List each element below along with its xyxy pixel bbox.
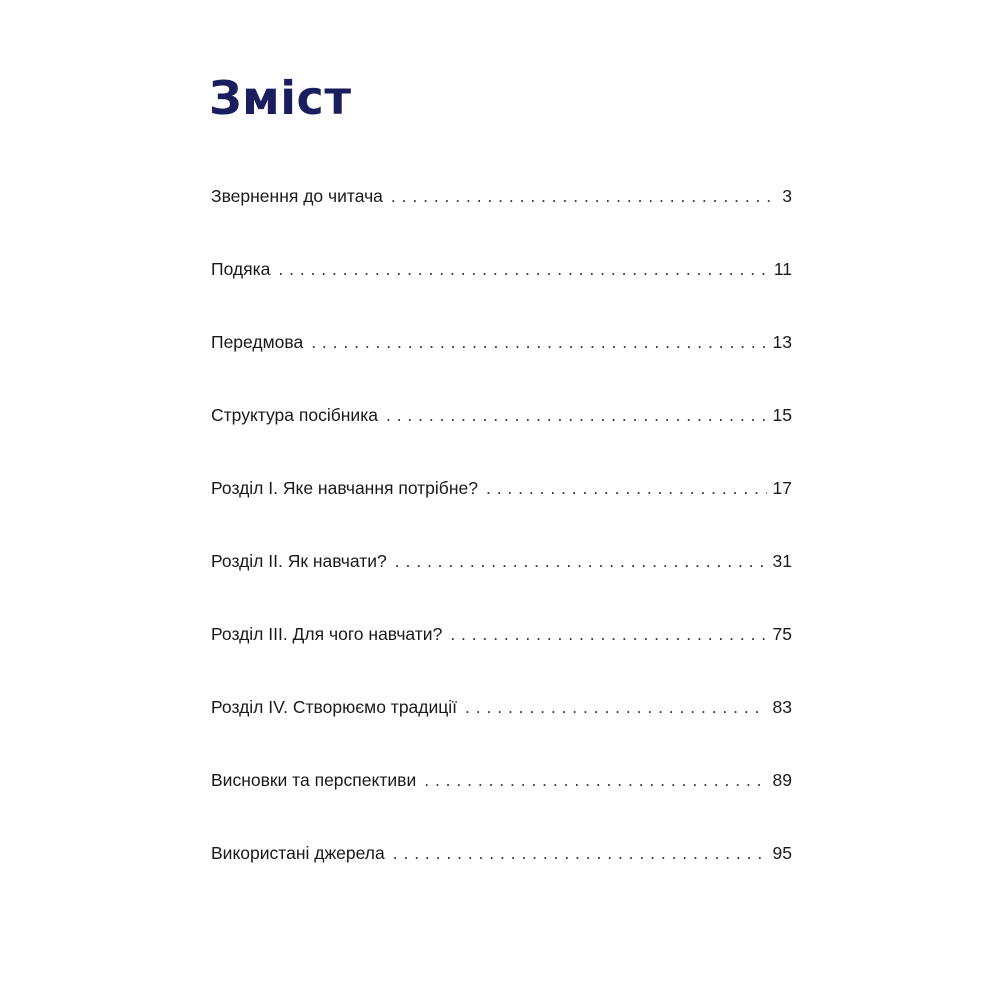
toc-entry-label: Використані джерела <box>211 843 385 863</box>
toc-entry-page-number: 15 <box>772 405 792 425</box>
toc-entry-label: Розділ IV. Створюємо традиції <box>211 697 458 717</box>
toc-entry <box>211 180 792 253</box>
toc-entry <box>211 837 792 910</box>
toc-entry-label: Звернення до читача <box>211 186 383 206</box>
page-title: Зміст <box>209 71 352 125</box>
toc-dot-leader <box>424 764 766 796</box>
toc-entry-page-number: 31 <box>772 551 792 571</box>
toc-dot-leader <box>465 691 766 723</box>
toc-entry-page-number: 89 <box>772 770 792 790</box>
toc-dot-leader <box>393 837 767 869</box>
toc-entry-label: Розділ І. Яке навчання потрібне? <box>211 478 478 498</box>
table-of-contents <box>211 180 792 910</box>
toc-entry <box>211 691 792 764</box>
toc-dot-leader <box>486 472 767 504</box>
toc-entry-page-number: 11 <box>773 259 792 279</box>
toc-entry <box>211 399 792 472</box>
toc-dot-leader <box>278 253 767 285</box>
toc-dot-leader <box>386 399 767 431</box>
toc-entry-page-number: 17 <box>772 478 792 498</box>
toc-entry-page-number: 95 <box>772 843 792 863</box>
toc-entry <box>211 326 792 399</box>
toc-dot-leader <box>391 180 776 212</box>
toc-entry-label: Розділ ІІІ. Для чого навчати? <box>211 624 443 644</box>
toc-entry-page-number: 83 <box>772 697 792 717</box>
toc-entry <box>211 764 792 837</box>
toc-entry-label: Передмова <box>211 332 304 352</box>
toc-entry-label: Розділ ІІ. Як навчати? <box>211 551 387 571</box>
toc-entry-label: Висновки та перспективи <box>211 770 417 790</box>
toc-entry <box>211 472 792 545</box>
toc-entry-page-number: 3 <box>782 186 792 206</box>
toc-entry <box>211 545 792 618</box>
toc-dot-leader <box>311 326 766 358</box>
toc-entry <box>211 253 792 326</box>
toc-entry-page-number: 75 <box>772 624 792 644</box>
toc-entry-label: Структура посібника <box>211 405 378 425</box>
toc-dot-leader <box>450 618 766 650</box>
toc-entry <box>211 618 792 691</box>
toc-entry-page-number: 13 <box>772 332 792 352</box>
toc-entry-label: Подяка <box>211 259 271 279</box>
toc-dot-leader <box>395 545 767 577</box>
